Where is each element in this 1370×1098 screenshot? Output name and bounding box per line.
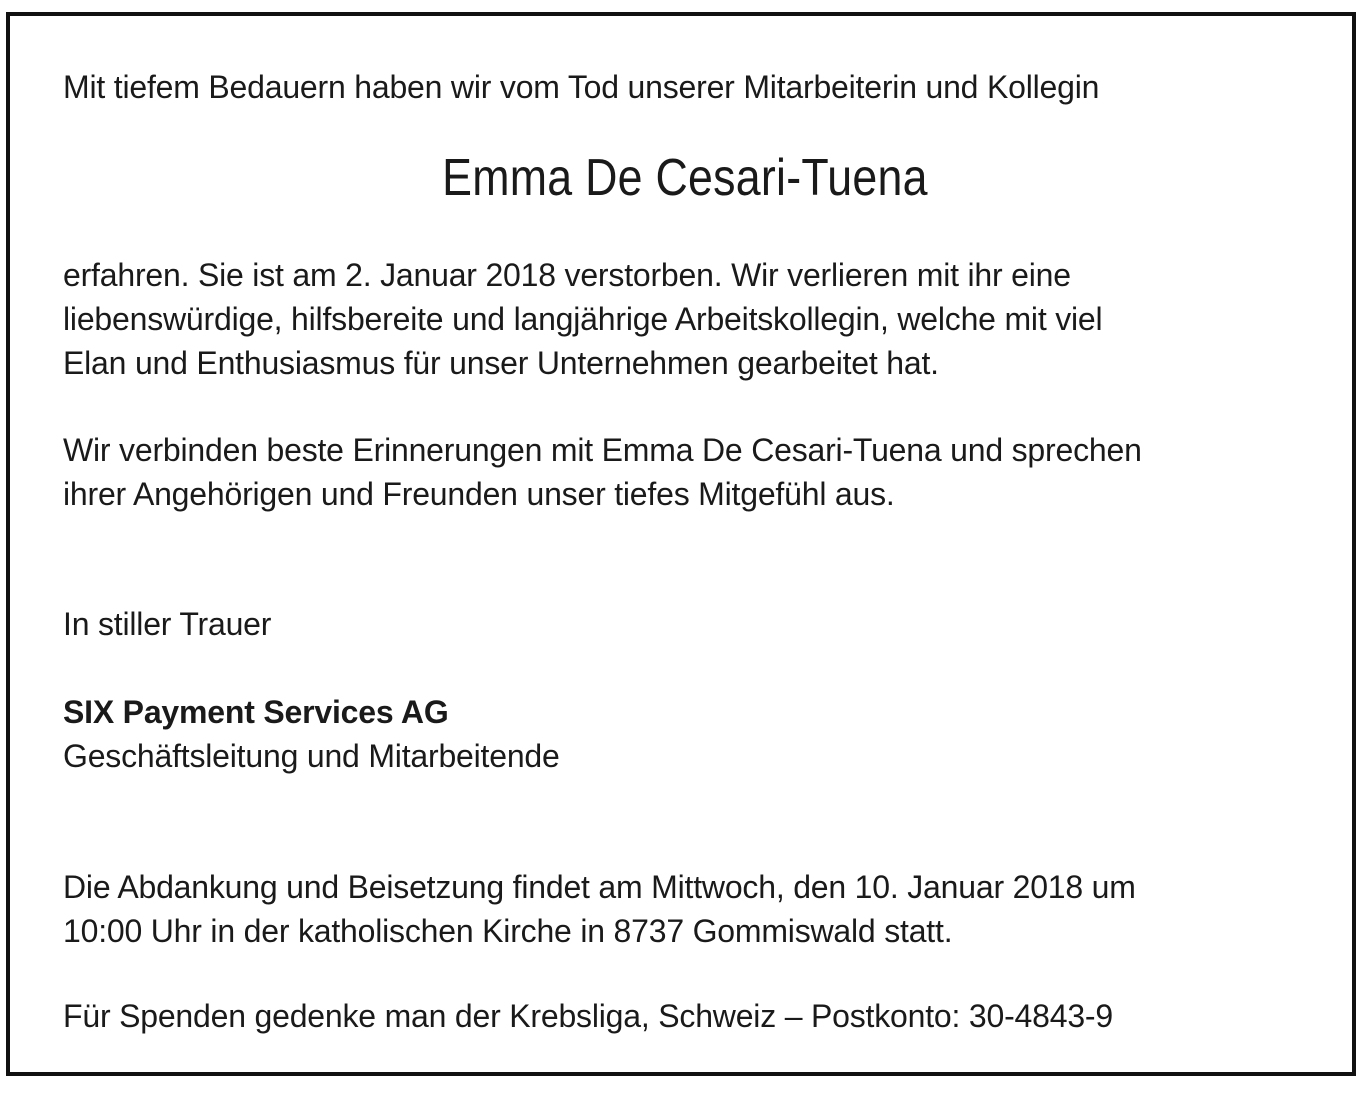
paragraph-2-line-1: Wir verbinden beste Erinnerungen mit Emma De Cesari-Tuena und sprechen (63, 432, 1142, 468)
deceased-name: Emma De Cesari-Tuena (442, 149, 928, 207)
mourning-text: In stiller Trauer (63, 606, 272, 642)
company-name: SIX Payment Services AG (63, 694, 449, 730)
paragraph-1-line-2: liebenswürdige, hilfsbereite und langjährige Arbeitskollegin, welche mit viel (63, 301, 1103, 337)
intro-text: Mit tiefem Bedauern haben wir vom Tod unserer Mitarbeiterin und Kollegin (63, 69, 1100, 105)
ceremony-line-1: Die Abdankung und Beisetzung findet am Mittwoch, den 10. Januar 2018 um (63, 869, 1136, 905)
donation-text: Für Spenden gedenke man der Krebsliga, Schweiz – Postkonto: 30-4843-9 (63, 998, 1113, 1034)
paragraph-1-line-1: erfahren. Sie ist am 2. Januar 2018 verstorben. Wir verlieren mit ihr eine (63, 257, 1071, 293)
company-subtitle: Geschäftsleitung und Mitarbeitende (63, 738, 560, 774)
paragraph-2-line-2: ihrer Angehörigen und Freunden unser tiefes Mitgefühl aus. (63, 476, 895, 512)
paragraph-1-line-3: Elan und Enthusiasmus für unser Unternehmen gearbeitet hat. (63, 345, 939, 381)
ceremony-line-2: 10:00 Uhr in der katholischen Kirche in 8737 Gommiswald statt. (63, 913, 953, 949)
